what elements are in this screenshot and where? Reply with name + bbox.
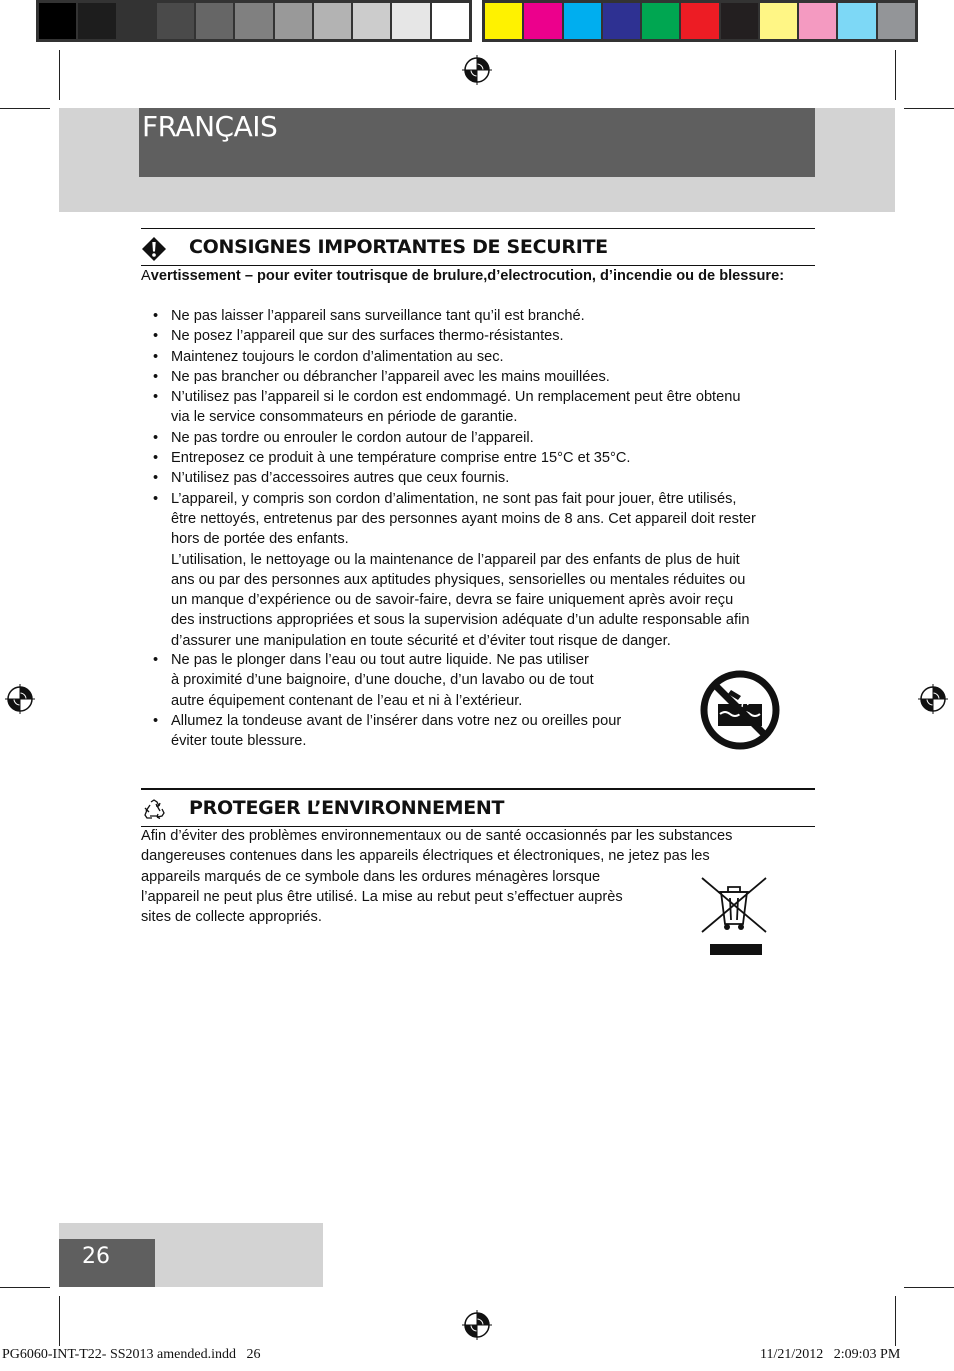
bullet-line: Ne posez l’appareil que sur des surfaces thermo-résistantes. [171,328,564,345]
page-title: FRANÇAIS [142,110,278,143]
bullet-line: à proximité d’une baignoire, d’une douche, d’un lavabo ou de tout [171,672,594,689]
bullet-line: Entreposez ce produit à une température comprise entre 15°C et 35°C. [171,450,631,467]
registration-mark-icon [918,684,948,714]
bullet-line: Ne pas le plonger dans l’eau ou tout autre liquide. Ne pas utiliser [171,652,589,668]
color-swatch [314,3,351,39]
registration-mark-icon [5,684,35,714]
color-swatch [760,3,797,39]
environment-line: dangereuses contenues dans les appareils électriques et électroniques, ne jetez pas les [141,848,710,865]
crossed-bin-icon [700,876,768,958]
bullet-dot: • [153,389,159,406]
color-swatch [603,3,640,39]
bullet-item [141,326,823,346]
bullet-line: hors de portée des enfants. [171,531,349,548]
bullet-line: via le service consommateurs en période de garantie. [171,409,518,426]
warning-first-letter: A [141,268,151,284]
bullet-item [141,428,823,448]
color-swatch [157,3,194,39]
color-swatch [353,3,390,39]
color-swatch [39,3,76,39]
color-swatch [721,3,758,39]
bullet-dot: • [153,712,159,729]
bullet-item [141,306,823,326]
bullet-line: N’utilisez pas l’appareil si le cordon est endommagé. Un remplacement peut être obtenu [171,389,741,406]
recycle-icon [142,799,166,821]
warning-intro [141,266,821,286]
bullet-dot: • [153,328,159,345]
bullet-line: éviter toute blessure. [171,733,307,750]
environment-line: Afin d’éviter des problèmes environnementaux ou de santé occasionnés par les substances [141,828,733,844]
crop-mark [59,50,60,100]
color-swatch [799,3,836,39]
section-rule [141,228,815,229]
slug-timestamp: 11/21/2012 2:09:03 PM [760,1347,901,1362]
bullet-line: L’appareil, y compris son cordon d’alimentation, ne sont pas fait pour jouer, être utilisés, [171,490,737,507]
grayscale-color-bar [36,0,472,42]
color-swatch [392,3,429,39]
environment-section-title: PROTEGER L’ENVIRONNEMENT [189,797,505,819]
color-swatch [642,3,679,39]
bullet-item [141,489,823,651]
color-swatch [78,3,115,39]
section-rule [141,788,815,790]
bullet-item [141,448,823,468]
color-swatch [275,3,312,39]
bullet-dot: • [153,490,159,507]
color-swatch [118,3,155,39]
bullet-line: autre équipement contenant de l’eau et ni à l’extérieur. [171,692,523,709]
safety-bullet-list-2 [141,650,681,751]
bullet-item [141,650,681,711]
environment-line: sites de collecte appropriés. [141,909,322,926]
bullet-line: Maintenez toujours le cordon d’alimentation au sec. [171,348,504,365]
no-water-bath-icon [700,670,780,750]
bullet-dot: • [153,652,159,668]
bullet-line: d’assurer une manipulation en toute sécurité et d’éviter tout risque de danger. [171,632,671,649]
page-number: 26 [82,1244,110,1269]
bullet-dot: • [153,470,159,487]
crop-mark [895,50,896,100]
bullet-item [141,347,823,367]
safety-bullet-list [141,306,823,651]
crop-mark [904,108,954,109]
bullet-line: N’utilisez pas d’accessoires autres que ceux fournis. [171,470,510,487]
safety-section-title: CONSIGNES IMPORTANTES DE SECURITE [189,236,608,258]
bullet-line: L’utilisation, le nettoyage ou la maintenance de l’appareil par des enfants de plus de huit [171,551,740,568]
bullet-line: un manque d’expérience ou de savoir-faire, devra se faire uniquement après avoir reçu [171,592,734,609]
registration-mark-icon [462,55,492,85]
bullet-dot: • [153,429,159,446]
crop-mark [904,1287,954,1288]
crop-mark [59,1296,60,1346]
bullet-line: des instructions appropriées et sous la supervision adéquate d’un adulte responsable afin [171,612,750,629]
bullet-item [141,711,681,752]
bullet-dot: • [153,348,159,365]
bullet-line: Allumez la tondeuse avant de l’insérer dans votre nez ou oreilles pour [171,712,622,729]
bullet-dot: • [153,308,159,324]
bullet-line: Ne pas tordre ou enrouler le cordon autour de l’appareil. [171,429,534,446]
bullet-line: ans ou par des personnes aux aptitudes physiques, sensorielles ou mentales réduites ou [171,571,746,588]
bullet-line: Ne pas brancher ou débrancher l’appareil avec les mains mouillées. [171,368,610,385]
crop-mark [895,1296,896,1346]
color-swatch [196,3,233,39]
bullet-item [141,387,823,428]
slug-filename: PG6060-INT-T22- SS2013 amended.indd 26 [2,1347,261,1362]
color-swatch [681,3,718,39]
color-swatch [524,3,561,39]
bullet-line: être nettoyés, entretenus par des personnes ayant moins de 8 ans. Cet appareil doit rester [171,510,756,527]
color-swatch [838,3,875,39]
bullet-item [141,367,823,387]
color-swatch [564,3,601,39]
bullet-line: Ne pas laisser l’appareil sans surveillance tant qu’il est branché. [171,308,585,324]
bullet-dot: • [153,368,159,385]
color-swatch [432,3,469,39]
bullet-item [141,468,823,488]
environment-line: appareils marqués de ce symbole dans les ordures ménagères lorsque [141,868,601,885]
warning-icon [141,236,167,262]
color-swatch [878,3,915,39]
color-swatch [485,3,522,39]
color-swatch [235,3,272,39]
registration-mark-icon [462,1310,492,1340]
warning-bold-text: vertissement – pour eviter toutrisque de brulure,d’electrocution, d’incendie ou de blessure: [150,268,785,284]
environment-line: l’appareil ne peut plus être utilisé. La mise au rebut peut s’effectuer auprès [141,888,623,905]
crop-mark [0,108,50,109]
crop-mark [0,1287,50,1288]
bullet-dot: • [153,450,159,467]
process-color-bar [482,0,918,42]
